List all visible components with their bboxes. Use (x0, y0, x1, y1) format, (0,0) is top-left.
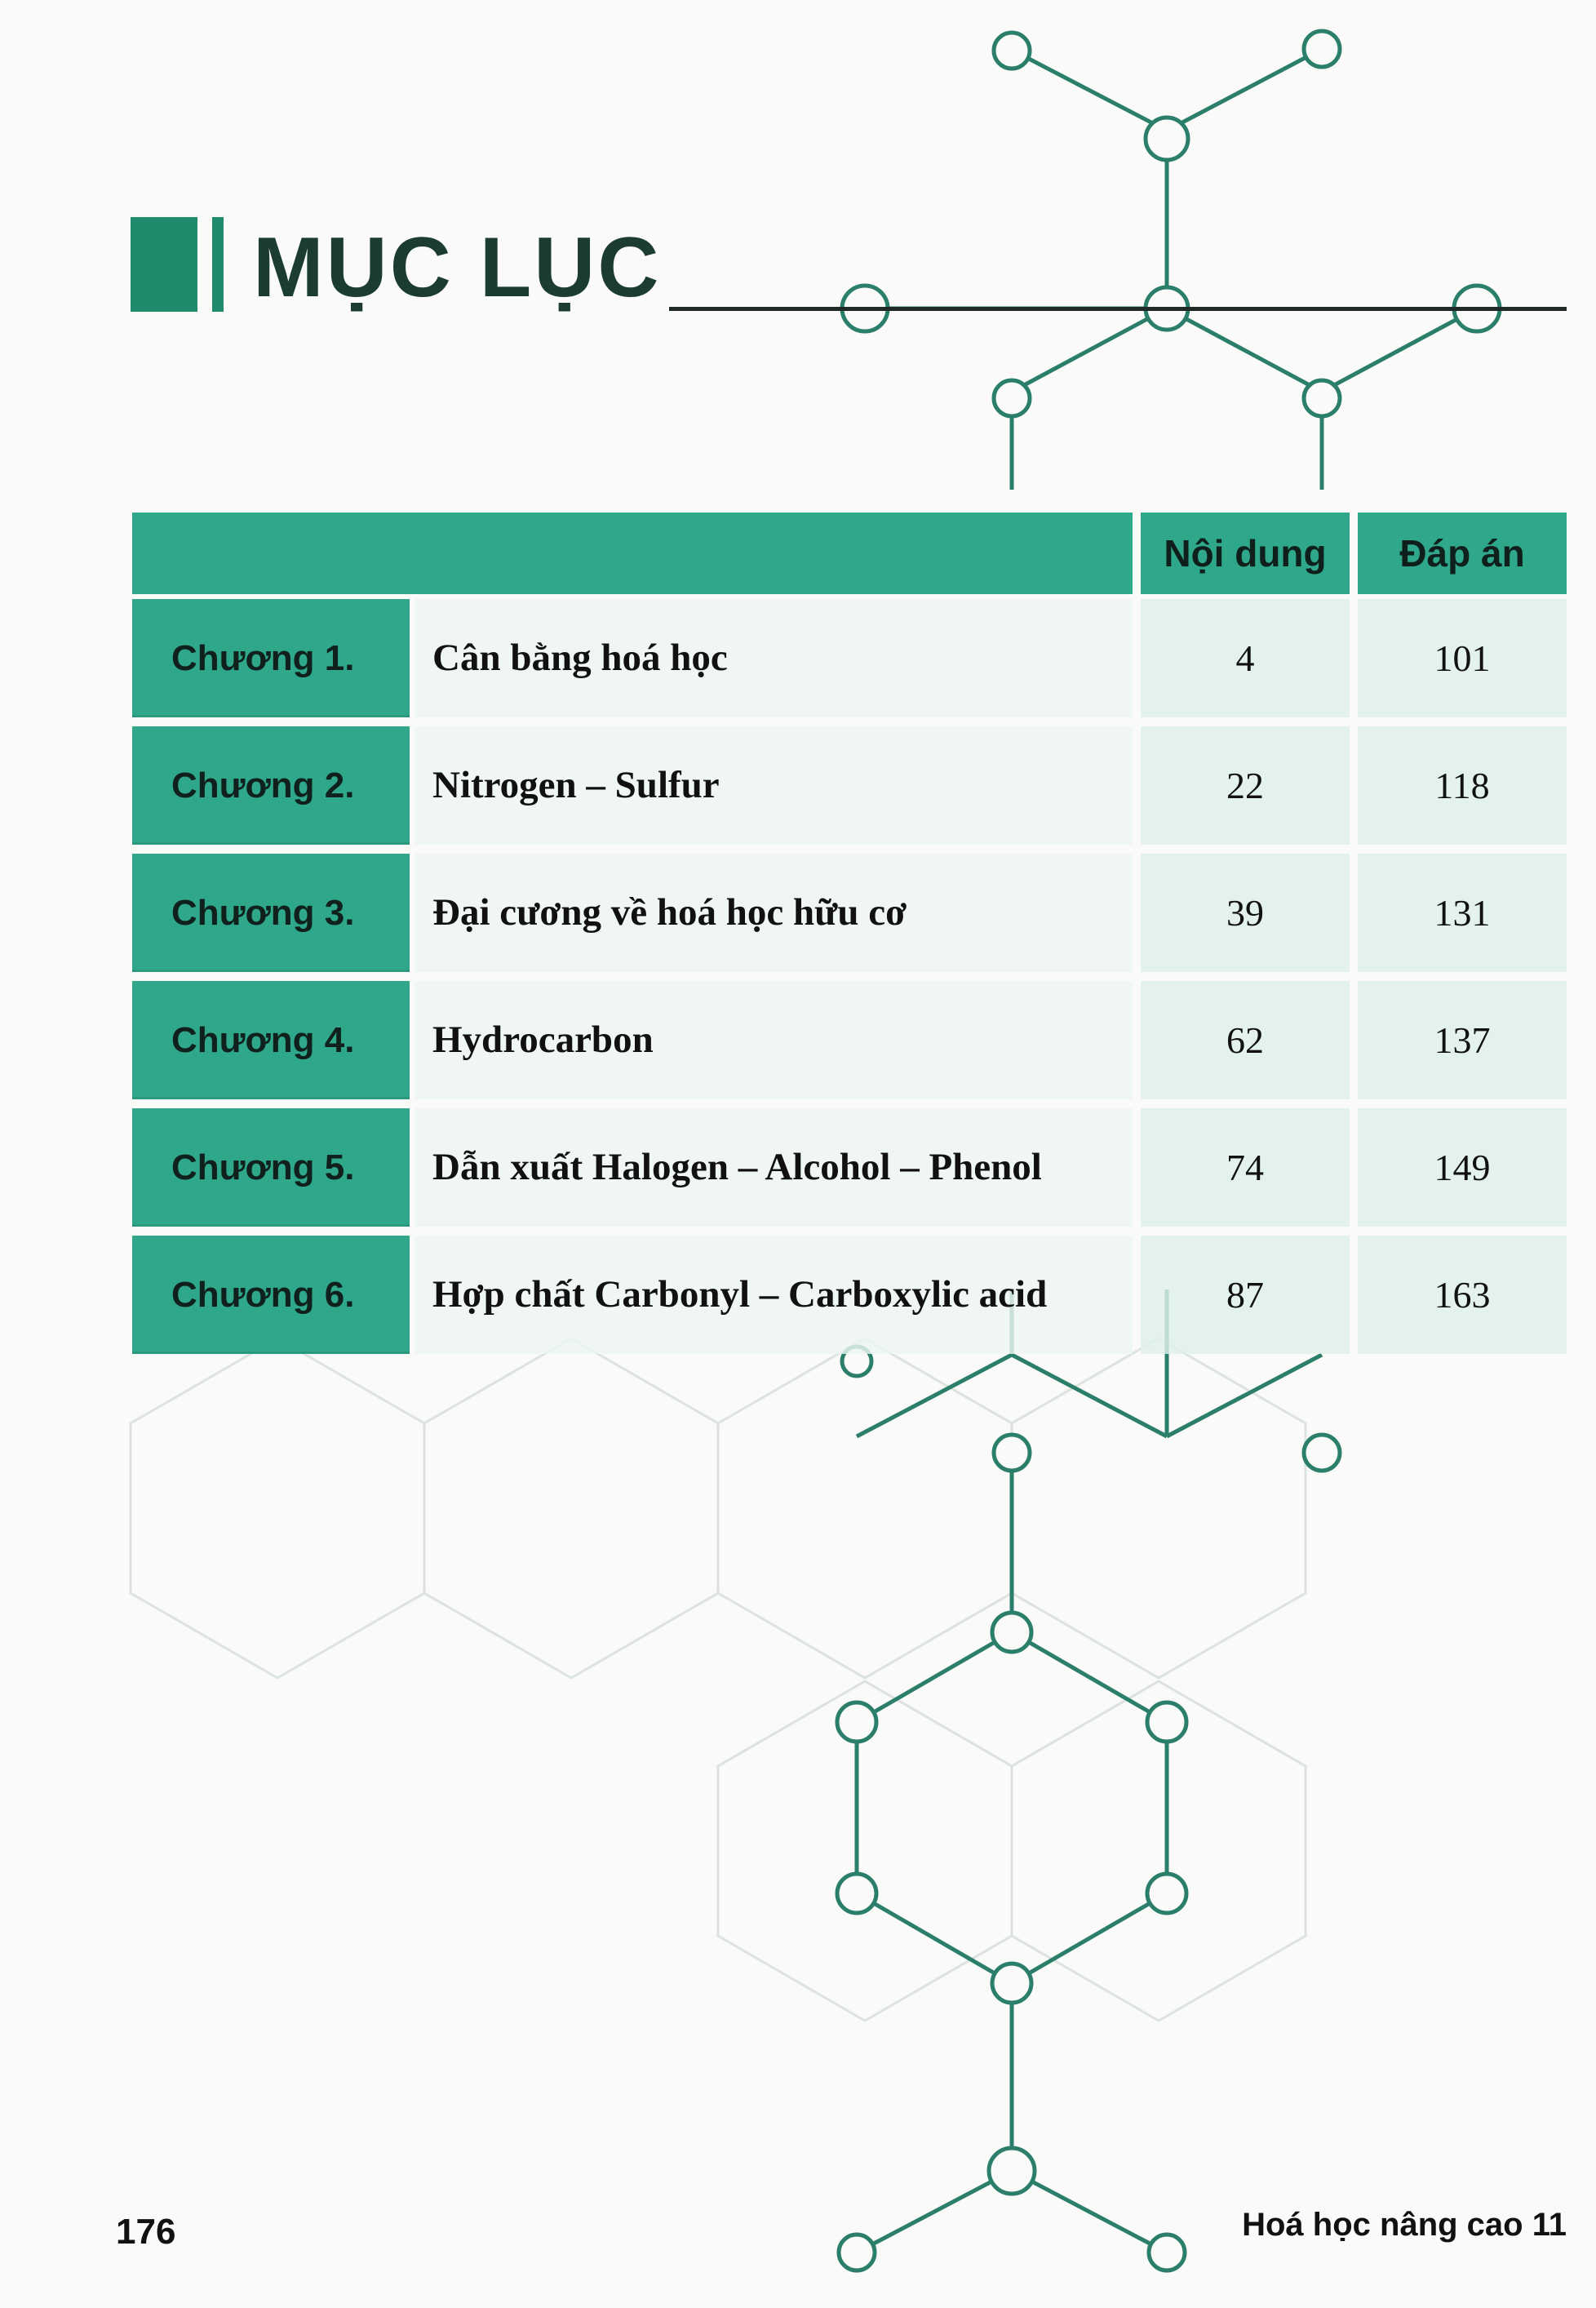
content-page: 39 (1141, 854, 1350, 972)
toc-row[interactable] (132, 854, 1567, 972)
chapter-cell (132, 1108, 410, 1227)
heading-bar (212, 217, 224, 312)
toc-column-answer: Đáp án (1358, 513, 1567, 594)
toc-header-band (132, 513, 1133, 594)
toc-row[interactable] (132, 726, 1567, 845)
answer-page: 149 (1358, 1108, 1567, 1227)
heading-block-icon (131, 217, 197, 312)
chapter-title-cell (415, 854, 1133, 972)
chapter-title-cell (415, 981, 1133, 1099)
chapter-cell (132, 981, 410, 1099)
chapter-title: Cân bằng hoá học (432, 637, 728, 679)
answer-page: 118 (1358, 726, 1567, 845)
chapter-label: Chương 2. (171, 766, 355, 806)
page-number: 176 (116, 2212, 176, 2252)
chapter-title: Hydrocarbon (432, 1019, 654, 1061)
answer-page: 163 (1358, 1236, 1567, 1354)
chapter-cell (132, 726, 410, 845)
chapter-title-cell (415, 1108, 1133, 1227)
chapter-label: Chương 4. (171, 1020, 355, 1060)
toc-row[interactable] (132, 981, 1567, 1099)
answer-page: 101 (1358, 599, 1567, 717)
chapter-label: Chương 6. (171, 1275, 355, 1315)
toc-row[interactable] (132, 1108, 1567, 1227)
toc-row[interactable] (132, 1236, 1567, 1354)
chapter-cell (132, 854, 410, 972)
answer-page: 131 (1358, 854, 1567, 972)
content-page: 22 (1141, 726, 1350, 845)
content-page: 87 (1141, 1236, 1350, 1354)
book-title: Hoá học nâng cao 11 (1242, 2207, 1567, 2243)
content-page: 4 (1141, 599, 1350, 717)
answer-page: 137 (1358, 981, 1567, 1099)
chapter-title: Nitrogen – Sulfur (432, 764, 720, 806)
chapter-label: Chương 5. (171, 1147, 355, 1187)
toc-row[interactable] (132, 599, 1567, 717)
chapter-title: Hợp chất Carbonyl – Carboxylic acid (432, 1273, 1048, 1316)
toc-column-content: Nội dung (1141, 513, 1350, 594)
chapter-label: Chương 3. (171, 893, 355, 933)
chapter-label: Chương 1. (171, 638, 355, 678)
toc-header-row (132, 513, 1567, 594)
page-title: MỤC LỤC (253, 220, 662, 315)
chapter-title-cell (415, 599, 1133, 717)
chapter-title-cell (415, 1236, 1133, 1354)
chapter-title: Dẫn xuất Halogen – Alcohol – Phenol (432, 1146, 1042, 1188)
content-page: 62 (1141, 981, 1350, 1099)
chapter-cell (132, 599, 410, 717)
heading-rule (669, 307, 1567, 311)
chapter-title-cell (415, 726, 1133, 845)
chapter-title: Đại cương về hoá học hữu cơ (432, 891, 907, 934)
content-page: 74 (1141, 1108, 1350, 1227)
chapter-cell (132, 1236, 410, 1354)
